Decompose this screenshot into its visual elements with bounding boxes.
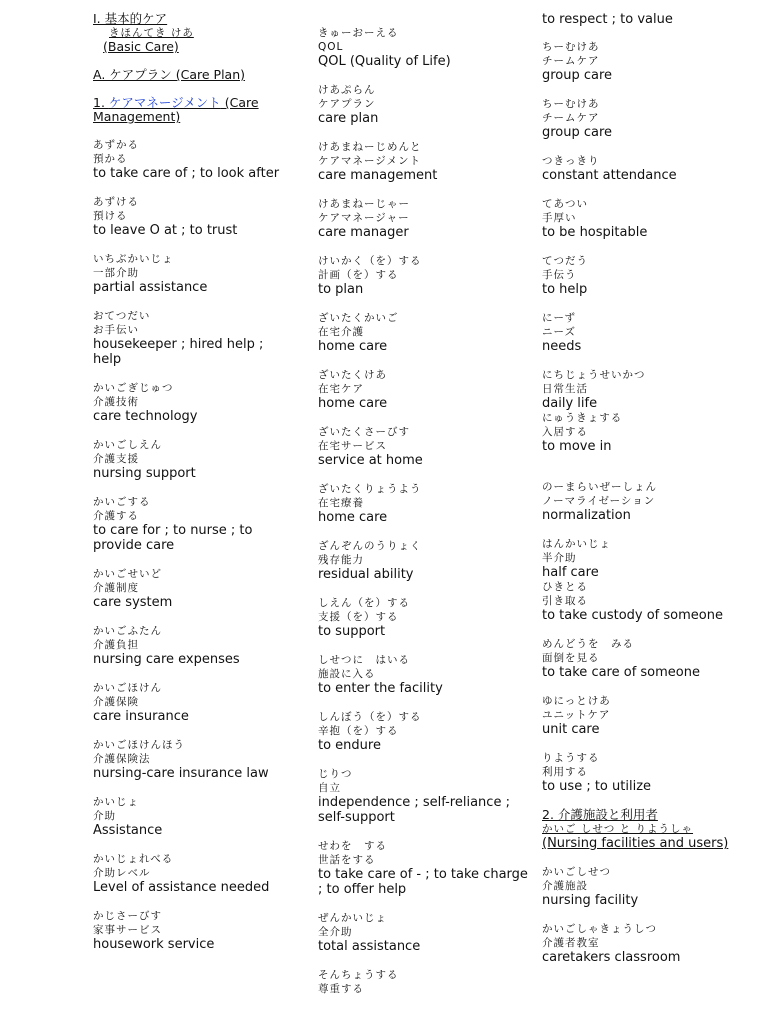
vocab-kanji: 尊重する: [318, 983, 364, 995]
vocab-entry: [318, 140, 528, 183]
vocab-entry: [93, 624, 293, 667]
vocab-kana: しんぼう（を）する: [318, 711, 422, 723]
vocab-kana: にーず: [542, 312, 576, 324]
vocab-english: home care: [318, 396, 388, 411]
vocab-entry-daily-life: [542, 368, 757, 411]
vocab-english: care technology: [93, 409, 198, 424]
subsection-1-en: (Care Management): [93, 95, 259, 124]
vocab-kanji: 在宅療養: [318, 497, 364, 509]
vocab-english: residual ability: [318, 567, 414, 582]
vocab-entry: [318, 839, 528, 897]
vocab-english: care insurance: [93, 709, 189, 724]
vocab-kanji: 介護支援: [93, 453, 139, 465]
vocab-kana: てあつい: [542, 198, 588, 210]
vocab-kanji: 施設に入る: [318, 668, 376, 680]
vocab-kanji: 利用する: [542, 766, 588, 778]
vocab-english: home care: [318, 510, 388, 525]
vocab-english: care system: [93, 595, 173, 610]
vocab-entry: [542, 154, 757, 183]
subsection-1-title: [93, 96, 293, 124]
vocab-kana: ひきとる: [542, 581, 588, 593]
vocab-entry: [318, 767, 528, 825]
vocab-kana: いちぶかいじょ: [93, 253, 174, 265]
vocab-kanji: 一部介助: [93, 267, 139, 279]
vocab-kanji: ユニットケア: [542, 709, 611, 721]
heading-basic-care: I. 基本的ケア: [93, 11, 168, 26]
vocab-kana: かいごほけん: [93, 682, 162, 694]
vocab-english: normalization: [542, 508, 631, 523]
vocab-entry: [318, 596, 528, 639]
vocab-entry: [542, 97, 757, 140]
vocab-kanji: 介護保険法: [93, 753, 151, 765]
column-3: [542, 12, 757, 979]
vocab-kanji: 介護技術: [93, 396, 139, 408]
vocab-kanji: 介護制度: [93, 582, 139, 594]
vocab-entry: [93, 738, 293, 781]
vocab-kanji: ケアプラン: [318, 98, 376, 110]
vocab-english: partial assistance: [93, 280, 208, 295]
vocab-english: care plan: [318, 111, 379, 126]
vocab-kana: しせつに はいる: [318, 654, 410, 666]
vocab-english: to take custody of someone: [542, 608, 723, 623]
vocab-entry: [542, 865, 757, 908]
vocab-kanji: 預ける: [93, 210, 128, 222]
vocab-entry-custody: [542, 580, 757, 623]
vocab-kanji: 入居する: [542, 426, 588, 438]
vocab-entry: [542, 311, 757, 354]
vocab-entry: [542, 637, 757, 680]
vocab-kana: ざいたくけあ: [318, 369, 387, 381]
vocab-kana: かいじょ: [93, 796, 139, 808]
vocab-kana: つきっきり: [542, 155, 600, 167]
vocab-kanji: 介護する: [93, 510, 139, 522]
vocab-kana: ざいたくりょうよう: [318, 483, 422, 495]
vocab-kana: おてつだい: [93, 310, 151, 322]
vocab-kana: あずかる: [93, 139, 139, 151]
vocab-kanji: 辛抱（を）する: [318, 725, 399, 737]
vocab-kana: かいごする: [93, 496, 151, 508]
vocab-kana: てつだう: [542, 255, 588, 267]
vocab-english: daily life: [542, 396, 598, 411]
vocab-kanji: 残存能力: [318, 554, 364, 566]
section-a-title: A. ケアプラン (Care Plan): [93, 67, 246, 82]
vocab-kana: しえん（を）する: [318, 597, 410, 609]
vocab-kanji: 預かる: [93, 153, 128, 165]
vocab-entry: [93, 567, 293, 610]
vocab-kana: ゆにっとけあ: [542, 695, 611, 707]
vocab-kana: にちじょうせいかつ: [542, 369, 646, 381]
vocab-kanji: 半介助: [542, 552, 577, 564]
vocab-kana: かいごふたん: [93, 625, 162, 637]
vocab-kana: めんどうを みる: [542, 638, 634, 650]
vocab-english: needs: [542, 339, 582, 354]
vocab-entry: [542, 694, 757, 737]
vocab-english: to enter the facility: [318, 681, 443, 696]
vocab-kana: けあまねーじゃー: [318, 198, 410, 210]
vocab-kanji: QOL: [318, 41, 344, 53]
vocab-english: nursing-care insurance law: [93, 766, 269, 781]
vocab-english: to plan: [318, 282, 364, 297]
vocab-english: home care: [318, 339, 388, 354]
vocab-english: nursing support: [93, 466, 196, 481]
vocab-entry: [93, 852, 293, 895]
heading-basic-care-en: (Basic Care): [103, 39, 179, 54]
vocab-kana: けあぷらん: [318, 84, 376, 96]
vocab-kanji: 支援（を）する: [318, 611, 399, 623]
section-2-title: 2. 介護施設と利用者: [542, 807, 658, 822]
vocab-list-3d: [542, 865, 757, 965]
vocab-kanji: 介助: [93, 810, 116, 822]
vocab-kanji: 在宅サービス: [318, 440, 387, 452]
vocab-english: to endure: [318, 738, 381, 753]
vocab-entry: [93, 909, 293, 952]
vocab-entry: [318, 425, 528, 468]
vocab-kana: ざんぞんのうりょく: [318, 540, 422, 552]
vocab-list-3b: [542, 480, 757, 523]
vocab-kanji: 介助レベル: [93, 867, 151, 879]
vocab-entry: [542, 480, 757, 523]
vocab-entry: [93, 309, 293, 367]
vocab-entry: [93, 381, 293, 424]
vocab-entry: [318, 254, 528, 297]
vocab-kana: あずける: [93, 196, 139, 208]
vocab-kanji: 手伝う: [542, 269, 577, 281]
vocab-entry: [318, 539, 528, 582]
section-2-kana: かいご しせつ と りようしゃ: [542, 823, 694, 835]
vocab-kanji: 手厚い: [542, 212, 577, 224]
vocab-entry-half-care: [542, 537, 757, 580]
vocab-kana: かいごせいど: [93, 568, 162, 580]
vocab-kanji: 引き取る: [542, 595, 588, 607]
vocab-kana: ぜんかいじょ: [318, 912, 387, 924]
vocab-kana: ちーむけあ: [542, 41, 600, 53]
column-1: [93, 12, 293, 966]
vocab-english: housekeeper ; hired help ; help: [93, 337, 264, 367]
vocab-kanji: ノーマライゼーション: [542, 495, 656, 507]
vocab-kanji: 在宅介護: [318, 326, 364, 338]
vocab-english: to take care of ; to look after: [93, 166, 280, 181]
vocab-english: to move in: [542, 439, 612, 454]
vocab-kanji: ニーズ: [542, 326, 576, 338]
vocab-kanji: 自立: [318, 782, 341, 794]
vocab-kana: きゅーおーえる: [318, 27, 399, 39]
vocab-kanji: ケアマネージャー: [318, 212, 410, 224]
vocab-kana: かいごしせつ: [542, 866, 611, 878]
vocab-kanji: チームケア: [542, 112, 600, 124]
vocab-kana: かいごしえん: [93, 439, 162, 451]
vocab-entry: [318, 968, 528, 996]
vocab-entry: [542, 254, 757, 297]
vocab-english: group care: [542, 125, 613, 140]
vocab-entry: [93, 795, 293, 838]
vocab-entry: [318, 482, 528, 525]
vocab-english: to take care of someone: [542, 665, 700, 680]
vocab-kanji: 面倒を見る: [542, 652, 600, 664]
vocab-english: care management: [318, 168, 438, 183]
vocab-kanji: 介護者教室: [542, 937, 600, 949]
vocab-kana: はんかいじょ: [542, 538, 611, 550]
vocab-kanji: 家事サービス: [93, 924, 162, 936]
vocab-entry: [93, 138, 293, 181]
vocab-english: to leave O at ; to trust: [93, 223, 238, 238]
vocab-entry: [318, 710, 528, 753]
vocab-list-1: [93, 138, 293, 952]
vocab-kana: せわを する: [318, 840, 387, 852]
vocab-entry: [542, 40, 757, 83]
vocab-english: half care: [542, 565, 599, 580]
vocab-kanji: ケアマネージメント: [318, 155, 421, 167]
vocab-kana: ざいたくかいご: [318, 312, 399, 324]
vocab-entry: [93, 195, 293, 238]
vocab-english: to take care of - ; to take charge ; to offer help: [318, 867, 528, 897]
vocab-kanji: チームケア: [542, 55, 600, 67]
vocab-kana: けあまねーじめんと: [318, 141, 422, 153]
vocab-kana: かいじょれべる: [93, 853, 174, 865]
vocab-entry: [93, 495, 293, 553]
vocab-english: Level of assistance needed: [93, 880, 270, 895]
vocab-entry: [318, 368, 528, 411]
vocab-entry: [542, 751, 757, 794]
vocab-english: constant attendance: [542, 168, 677, 183]
vocab-english: total assistance: [318, 939, 421, 954]
vocab-kana: かじさーびす: [93, 910, 162, 922]
vocab-english: to care for ; to nurse ; to provide care: [93, 523, 253, 553]
vocab-english: nursing facility: [542, 893, 639, 908]
vocab-english: Assistance: [93, 823, 163, 838]
vocab-entry: [318, 911, 528, 954]
vocab-english: group care: [542, 68, 613, 83]
vocab-english: QOL (Quality of Life): [318, 54, 451, 69]
vocab-entry: [318, 653, 528, 696]
vocab-entry: [93, 252, 293, 295]
vocab-kana: かいごしゃきょうしつ: [542, 923, 657, 935]
vocab-kana: ちーむけあ: [542, 98, 600, 110]
vocab-kanji: 介護保険: [93, 696, 139, 708]
vocab-entry: [318, 197, 528, 240]
vocab-kana: りようする: [542, 752, 600, 764]
vocab-list-2: [318, 26, 528, 996]
vocab-english: unit care: [542, 722, 600, 737]
vocab-english: to be hospitable: [542, 225, 648, 240]
column-2: [318, 26, 528, 1010]
vocab-kanji: 介護施設: [542, 880, 588, 892]
vocab-list-3: [542, 40, 757, 354]
vocab-list-3c: [542, 637, 757, 794]
vocab-kana: じりつ: [318, 768, 353, 780]
vocab-kanji: 計画（を）する: [318, 269, 399, 281]
vocab-kana: かいごほけんほう: [93, 739, 185, 751]
heading-basic-care-kana: きほんてき けあ: [109, 27, 194, 39]
vocab-english: to help: [542, 282, 588, 297]
vocab-kanji: 在宅ケア: [318, 383, 364, 395]
vocab-kanji: 介護負担: [93, 639, 139, 651]
subsection-1-number: 1.: [93, 95, 109, 110]
vocab-english: to use ; to utilize: [542, 779, 652, 794]
section-2-heading: [542, 808, 757, 851]
vocab-kana: そんちょうする: [318, 969, 399, 981]
vocab-english-top: to respect ; to value: [542, 12, 673, 27]
section-2-en: (Nursing facilities and users): [542, 836, 729, 851]
vocab-entry: [318, 311, 528, 354]
vocab-english: to support: [318, 624, 386, 639]
vocab-kanji: お手伝い: [93, 324, 139, 336]
vocab-kana: かいごぎじゅつ: [93, 382, 174, 394]
vocab-kanji: 日常生活: [542, 383, 588, 395]
vocab-entry: [318, 83, 528, 126]
vocab-english: service at home: [318, 453, 423, 468]
vocab-kana: けいかく（を）する: [318, 255, 422, 267]
vocab-english: care manager: [318, 225, 409, 240]
vocab-entry: [93, 438, 293, 481]
care-management-link[interactable]: ケアマネージメント: [108, 95, 221, 110]
vocab-english: independence ; self-reliance ; self-support: [318, 795, 510, 825]
vocab-english: housework service: [93, 937, 215, 952]
vocab-kanji: 全介助: [318, 926, 353, 938]
vocab-entry: [93, 681, 293, 724]
vocab-english: nursing care expenses: [93, 652, 240, 667]
vocab-entry: [542, 197, 757, 240]
vocab-kana: ざいたくさーびす: [318, 426, 410, 438]
vocab-entry: [542, 922, 757, 965]
vocab-english: caretakers classroom: [542, 950, 681, 965]
vocab-kana: のーまらいぜーしょん: [542, 481, 657, 493]
vocab-entry: [318, 26, 528, 69]
vocab-kanji: 世話をする: [318, 854, 376, 866]
vocab-entry-move-in: [542, 411, 757, 454]
vocab-kana: にゅうきょする: [542, 412, 623, 424]
